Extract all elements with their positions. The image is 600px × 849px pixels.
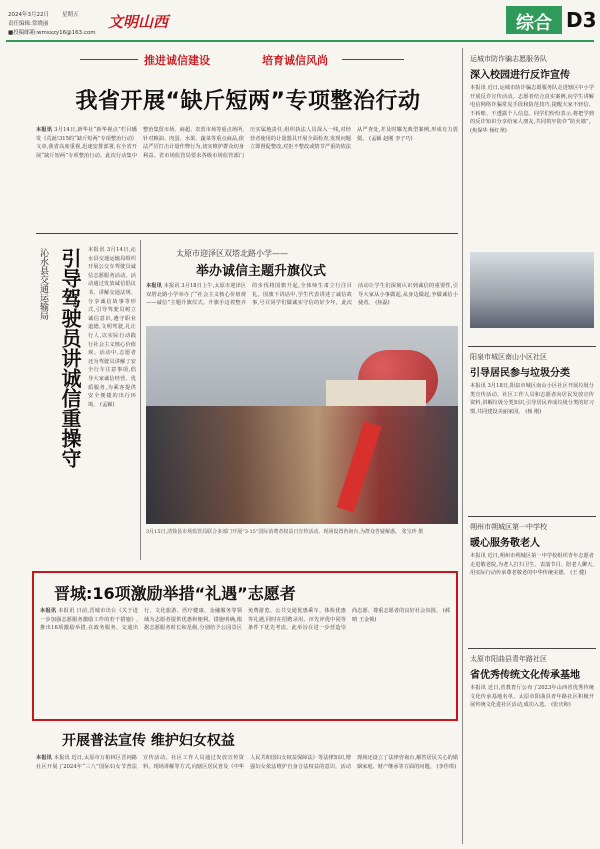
right-rule-2 xyxy=(468,648,596,649)
masthead-email: ■投稿邮箱:wmsxzy16@163.com xyxy=(8,30,96,36)
boxed-credit: (郝晴 王金锁) xyxy=(352,608,450,623)
masthead-rule xyxy=(6,40,594,42)
masthead-editor: 责任编辑:常晓丽 xyxy=(8,21,49,27)
right-credit-3: (张庆和) xyxy=(551,702,571,709)
right-kicker-1: 阳泉市城区南山小区社区 xyxy=(470,353,547,361)
right-headline-3: 省优秀传统文化传承基地 xyxy=(470,670,580,681)
lead-byline: 本报讯 xyxy=(36,127,53,133)
feature-kicker: 太原市迎泽区双塔北路小学—— xyxy=(176,249,288,258)
right-text-0: 本报讯 近日,运城市防诈骗志愿服务队走进辖区中小学开展反诈宣传活动。志愿者结合真实案例,向学生讲解电信网络诈骗常见手段和防范技巧,提醒大家不轻信、不转账、不透露个人信息。同学们纷纷表示,将把学到的反诈知识分享给家人朋友,共同筑牢防诈“防火墙”。 xyxy=(470,85,594,126)
right-credit-0: (焦保华 杨红翠) xyxy=(470,127,507,134)
page-number: D3 xyxy=(566,8,597,32)
feature-photo-caption xyxy=(146,528,458,552)
side-kicker: 沁水县交通运输局 xyxy=(38,248,48,320)
right-photo-0 xyxy=(470,252,594,328)
right-body-0 xyxy=(470,84,594,238)
masthead-date: 2024年3月22日 xyxy=(8,12,49,18)
bottom-headline: 开展普法宣传 维护妇女权益 xyxy=(62,733,235,749)
lead-text: 3月14日,新华社“新华视点”栏目播发《荒诞!315的“缺斤短两”专项整治行动》文章,我省高度重视,迅速安排部署,在全省开展“缺斤短两”专项整治行动。此次行动集中整治集贸市场、商超、农贸市场等重点场所,针对粮油、肉蛋、水果、蔬菜等重点商品,依法严厉打击计量作弊行为,切实维护群众切身利益。省市场监管局要求各级市场监管部门压实属地责任,组织执法人员深入一线,对经营者使用的计量器具开展全面检查,发现问题立即督促整改,对拒不整改或情节严重的依法从严查处,并及时曝光典型案例,形成有力震慑。 xyxy=(36,127,458,159)
right-column-divider xyxy=(462,48,463,844)
right-body-2 xyxy=(470,552,594,644)
right-article-0 xyxy=(468,52,596,242)
feature-byline: 本报讯 xyxy=(146,283,162,289)
section-label: 综合 xyxy=(516,13,552,34)
boxed-headline: 晋城:16项激励举措“礼遇”志愿者 xyxy=(54,584,296,603)
feature-body xyxy=(146,282,458,322)
photo-caption-credit: 张宝珍 摄 xyxy=(401,529,424,535)
side-credit: (孟颖) xyxy=(100,401,115,408)
boxed-byline: 本报讯 xyxy=(40,608,57,614)
side-text: 本报讯 3月14日,沁水县交通运输局组织开展公交车驾驶员诚信志愿服务活动。活动通过发放诚信倡议书、讲解交通法规、分享诚信故事等形式,引导驾驶员树立诚信意识,遵守职业道德,文明驾驶,礼让行人,以实际行动践行社会主义核心价值观。活动中,志愿者还为驾驶员讲解了安全行车注意事项,倡导大家诚信经营、优质服务,为乘客提供安全便捷的出行环境。 xyxy=(88,247,136,408)
slogan-left: 推进诚信建设 xyxy=(144,54,210,67)
boxed-text: 本报讯 日前,晋城市出台《关于进一步加强志愿服务激励工作的若干措施》,推出16项激励举措,在政务服务、交通出行、文化旅游、医疗健康、金融服务等领域为志愿者提供优惠和便利。措施明确,根据志愿服务时长和星级,分别给予公园景区免费游览、公共交通优惠乘车、体检优惠等礼遇,同时在招聘录用、评先评优中同等条件下优先考虑。此举旨在进一步营造崇尚志愿、尊重志愿者的良好社会氛围。 xyxy=(40,608,442,632)
right-kicker-3: 太原市阳曲县青年路社区 xyxy=(470,655,547,663)
right-text-3: 本报讯 近日,省教育厅公布了2023年山西省优秀传统文化传承基地名单。太原市阳曲县青年路社区积极开展传统文化进社区活动,成功入选。 xyxy=(470,685,594,709)
feature-credit: (焦磊) xyxy=(375,300,390,307)
right-article-1 xyxy=(468,350,596,500)
right-headline-0: 深入校园进行反诈宣传 xyxy=(470,70,570,81)
right-credit-1: (杨 刚) xyxy=(525,408,542,415)
masthead-weekday: 星期五 xyxy=(62,12,79,18)
bottom-credit: (李佳琪) xyxy=(436,763,457,770)
right-rule-0 xyxy=(468,346,596,347)
photo-caption-text: 3月15日,清徐县市场监管局联合多部门开展“3·15”国际消费者权益日宣传活动。现场设置咨询台,为群众答疑解惑。 xyxy=(146,529,400,535)
right-body-3 xyxy=(470,684,594,840)
photo-crowd xyxy=(146,406,458,524)
lead-credit: (孟颖 赵刚 李子巧) xyxy=(369,135,413,142)
feature-photo xyxy=(146,326,458,524)
masthead xyxy=(0,0,600,44)
right-rule-1 xyxy=(468,516,596,517)
feature-headline: 举办诚信主题升旗仪式 xyxy=(196,264,327,279)
feature-text: 本报讯 3月18日上午,太原市迎泽区双塔北路小学举办了“社会主义核心价值观——诚信”主题升旗仪式。升旗手迈着整齐的步伐将国旗升起,全体师生肃立行注目礼。国旗下讲话中,学生代表讲述了诚信故事,号召同学们做诚实守信的好少年。此次活动让学生们深刻认识到诚信的重要性,引导大家从小事做起,从身边做起,争做诚信小使者。 xyxy=(146,283,458,307)
side-headline: 引导驾驶员讲诚信重操守 xyxy=(58,248,82,468)
bottom-text: 本报讯 近日,太原市万柏林区晋祠路社区开展了2024年“三八”国际妇女节普法宣传活动。社区工作人员通过发放宣传资料、现场讲解等方式,向辖区居民普及《中华人民共和国妇女权益保障法》等法律知识,增强妇女依法维护自身合法权益的意识。活动现场还设立了法律咨询台,解答居民关心的婚姻家庭、财产继承等方面的问题。 xyxy=(36,755,458,770)
slogan-rule-right xyxy=(342,59,404,60)
slogan-rule-left xyxy=(80,59,138,60)
right-body-1 xyxy=(470,382,594,492)
right-article-3 xyxy=(468,652,596,844)
right-credit-2: (王 健) xyxy=(570,570,587,577)
side-body xyxy=(88,246,136,556)
slogan-bar xyxy=(80,50,406,68)
bottom-body xyxy=(36,754,458,842)
right-kicker-0: 运城市防诈骗志愿服务队 xyxy=(470,55,547,63)
right-headline-1: 引导居民参与垃圾分类 xyxy=(470,368,570,379)
slogan-right: 培育诚信风尚 xyxy=(262,54,328,67)
right-text-1: 本报讯 3月18日,阳泉市城区南山小区社区开展垃圾分类宣传活动。社区工作人员和志愿者向居民发放宣传资料,讲解垃圾分类知识,引导居民养成垃圾分类的好习惯,共同建设美丽家园。 xyxy=(470,383,594,415)
lead-body xyxy=(36,126,458,228)
right-kicker-2: 朔州市朔城区第一中学校 xyxy=(470,523,547,531)
right-article-2 xyxy=(468,520,596,648)
lead-bottom-rule xyxy=(36,233,458,234)
right-text-2: 本报讯 近日,朔州市朔城区第一中学校组织青年志愿者走进敬老院,为老人打扫卫生、表演节目、陪老人聊天,用实际行动传承尊老敬老的中华传统美德。 xyxy=(470,553,594,577)
lead-headline: 我省开展“缺斤短两”专项整治行动 xyxy=(75,89,421,114)
right-headline-2: 暖心服务敬老人 xyxy=(470,538,540,549)
paper-name-logo: 文明山西 xyxy=(108,13,169,31)
boxed-body xyxy=(40,607,450,715)
boxed-article xyxy=(32,571,458,721)
bottom-byline: 本报讯 xyxy=(36,755,52,761)
side-divider xyxy=(140,240,141,560)
